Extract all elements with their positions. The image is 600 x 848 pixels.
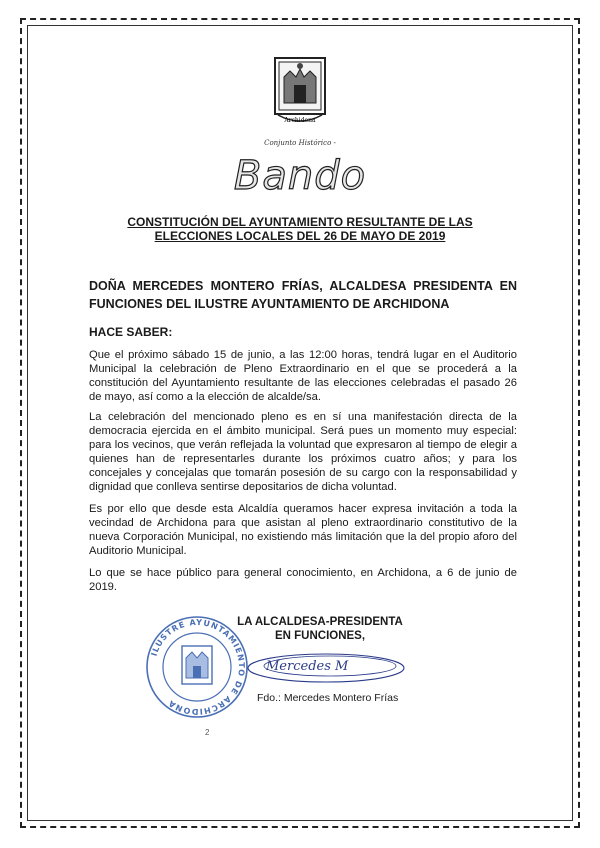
svg-text:Archidona: Archidona (284, 117, 316, 124)
paragraph: La celebración del mencionado pleno es en sí una manifestación directa de la democracia ejercida en el ámbito municipal. Será pues un momento muy especial: para los vecinos, que verán reflejada la voluntad que expresaron al tiempo de elegir a quienes han de representarles durante los próximos cuatro años; y para los concejales y concejalas que tomarán posesión de su cargo con la responsabilidad y dignidad que conlleva sentirse depositarios de dicha voluntad. (89, 411, 517, 494)
footer-mark: 2 (205, 728, 210, 737)
announce-label: HACE SABER: (89, 325, 173, 339)
crest-caption: Conjunto Histórico - (264, 139, 336, 147)
paragraph: Es por ello que desde esta Alcaldía queramos hacer expresa invitación a toda la vecindad de Archidona para que asistan al pleno extraordinario constitutivo de la nueva Corporación Municipal, no existiendo más limitación que la del propio aforo del Auditorio Municipal. (89, 503, 517, 558)
subject-heading (80, 215, 520, 243)
signed-by: Fdo.: Mercedes Montero Frías (257, 692, 399, 704)
paragraph: Lo que se hace público para general conocimiento, en Archidona, a 6 de junio de 2019. (89, 567, 517, 594)
paragraph: Que el próximo sábado 15 de junio, a las 12:00 horas, tendrá lugar en el Auditorio Municipal la celebración de Pleno Extraordinario en el que se procederá a la constitución del Ayuntamiento resultante de las elecciones celebradas el pasado 26 de mayo, así como a la elección de alcalde/sa. (89, 349, 517, 404)
signature-block (215, 615, 425, 643)
document-title: Bando (233, 153, 367, 199)
svg-text:ILUSTRE AYUNTAMIENTO DE ARCHID: ILUSTRE AYUNTAMIENTO DE ARCHIDONA (149, 617, 247, 717)
signatory-status: EN FUNCIONES, (274, 630, 366, 642)
issuer-heading: DOÑA MERCEDES MONTERO FRÍAS, ALCALDESA PRESIDENTA EN FUNCIONES DEL ILUSTRE AYUNTAMIENTO DE ARCHIDONA (89, 279, 517, 311)
handwritten-signature (238, 646, 408, 686)
subject-line-1: CONSTITUCIÓN DEL AYUNTAMIENTO RESULTANTE DE LAS (127, 215, 473, 229)
signatory-title: LA ALCALDESA-PRESIDENTA (237, 616, 403, 628)
svg-text:Mercedes M: Mercedes M (266, 659, 349, 674)
subject-line-2: ELECCIONES LOCALES DEL 26 DE MAYO DE 2019 (154, 229, 446, 243)
town-crest-icon (272, 55, 328, 129)
